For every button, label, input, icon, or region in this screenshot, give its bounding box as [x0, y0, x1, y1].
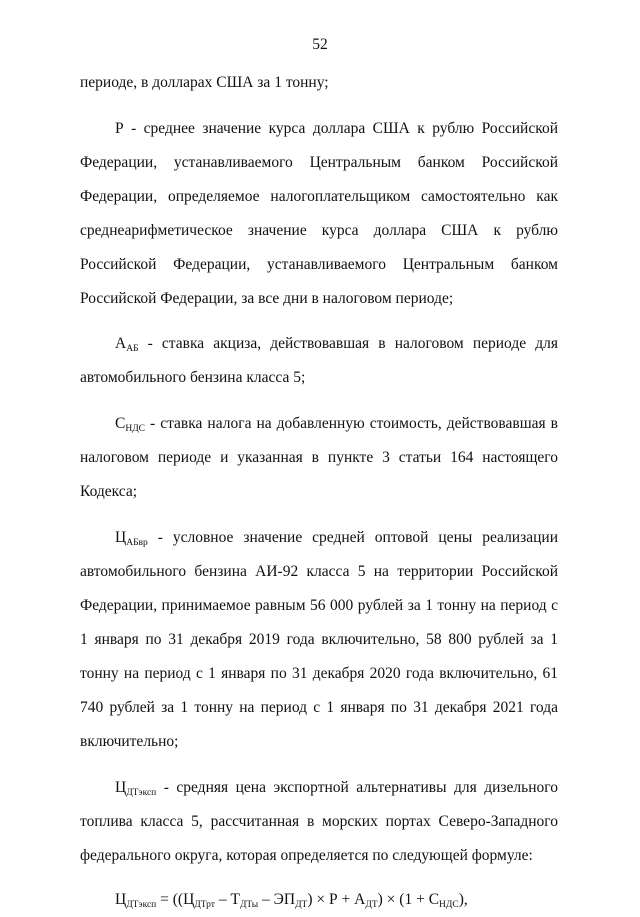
formula-part: ), — [458, 891, 468, 908]
formula-subscript: ДТ — [295, 900, 308, 910]
symbol-ts-dt: Ц — [115, 779, 127, 796]
formula-part: – Т — [214, 891, 240, 908]
symbol-ts-ab: Ц — [115, 529, 127, 546]
formula-part: = ((Ц — [156, 891, 195, 908]
symbol-a: А — [115, 335, 127, 352]
definition-tsdt-text: - средняя цена экспортной альтернативы для дизельного топлива класса 5, рассчитанная в морских портах Северо-Западного федерального округа, которая определяется по следующей формуле: — [80, 779, 558, 864]
formula-lhs: Ц — [115, 891, 127, 908]
symbol-p: Р — [115, 120, 124, 137]
definition-aab — [80, 327, 558, 395]
formula-subscript: НДС — [439, 900, 459, 910]
symbol-ts-dt-subscript: ДТэксп — [126, 788, 157, 798]
document-body — [80, 66, 558, 917]
formula-part: ) × Р + А — [307, 891, 366, 908]
formula-part: ) × (1 + С — [377, 891, 440, 908]
symbol-c: С — [115, 415, 126, 432]
definition-p-text: - среднее значение курса доллара США к рублю Российской Федерации, устанавливаемого Центральным банком Российской Федерации, определяемое налогоплательщиком самостоятельно как среднеарифметическое значение курса доллара США к рублю Российской Федерации, устанавливаемого Центральным банком Российской Федерации, за все дни в налоговом периоде; — [80, 120, 558, 307]
page-number: 52 — [312, 36, 328, 53]
definition-tsab — [80, 521, 558, 759]
symbol-ts-ab-subscript: АБвр — [126, 538, 148, 548]
definition-snds-text: - ставка налога на добавленную стоимость, действовавшая в налоговом периоде и указанная в пункте 3 статьи 164 настоящего Кодекса; — [80, 415, 558, 500]
definition-tsdt — [80, 771, 558, 873]
formula-lhs-subscript: ДТэксп — [126, 900, 157, 910]
definition-p — [80, 112, 558, 316]
symbol-a-subscript: АБ — [126, 344, 139, 354]
formula — [80, 883, 558, 917]
formula-part: – ЭП — [258, 891, 296, 908]
formula-subscript: ДТы — [239, 900, 259, 910]
definition-aab-text: - ставка акциза, действовавшая в налоговом периоде для автомобильного бензина класса 5; — [80, 335, 558, 386]
symbol-c-subscript: НДС — [125, 424, 146, 434]
continuation-line: периоде, в долларах США за 1 тонну; — [80, 74, 329, 91]
formula-subscript: ДТ — [365, 900, 378, 910]
definition-tsab-text: - условное значение средней оптовой цены реализации автомобильного бензина АИ-92 класса 5 на территории Российской Федерации, принимаемое равным 56 000 рублей за 1 тонну на период с 1 января по 31 декабря 2019 года включительно, 58 800 рублей за 1 тонну на период с 1 января по 31 декабря 2020 года включительно, 61 740 рублей за 1 тонну на период с 1 января по 31 декабря 2021 года включительно; — [80, 529, 558, 750]
formula-subscript: ДТрт — [194, 900, 215, 910]
definition-snds — [80, 407, 558, 509]
